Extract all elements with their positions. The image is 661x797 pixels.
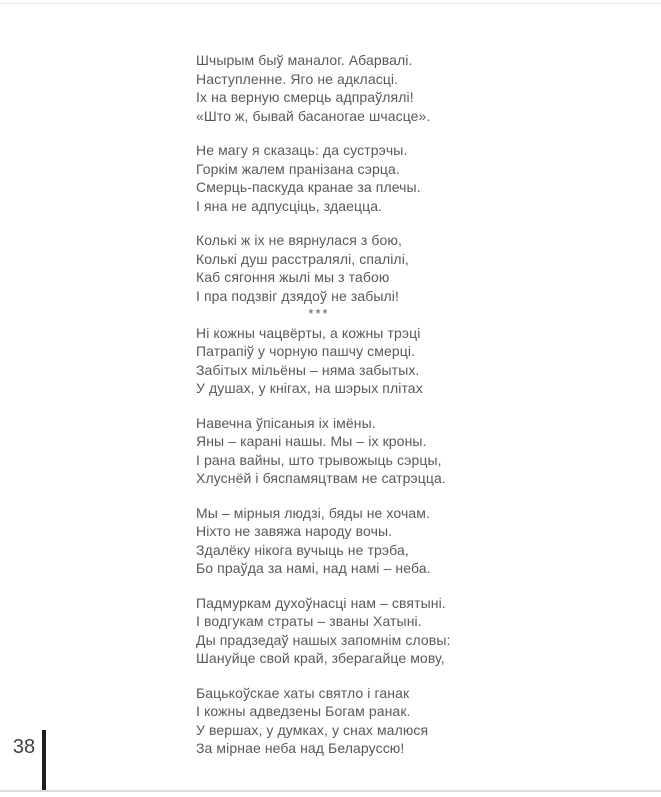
poem-line: Бацькоўскае хаты святло і ганак (196, 684, 410, 701)
poem-line: І кожны адведзены Богам ранак. (196, 703, 411, 719)
poem-line: Колькі ж іх не вярнулася з бою, (196, 232, 402, 248)
poem-stanza (196, 324, 442, 398)
stanza-separator: *** (308, 306, 330, 321)
poem-line: І водгукам страты – званы Хатыні. (196, 613, 422, 629)
poem-line: Ні кожны чацвёрты, а кожны трэці (196, 324, 421, 341)
poem-line: Ды прадзедаў нашых запомнім словы: (196, 631, 451, 648)
poem-line: Каб сягоння жылі мы з табою (196, 269, 390, 285)
poem-line: І яна не адпусціць, здаецца. (196, 197, 383, 214)
poem-line: І пра подзвіг дзядоў не забылі! (196, 287, 399, 304)
poem-line: У душах, у кнігах, на шэрых плітах (196, 380, 423, 396)
poem-line: Падмуркам духоўнасці нам – святыні. (196, 594, 446, 611)
poem-line: Яны – карані нашы. Мы – іх кроны. (196, 433, 427, 449)
poem-line: Хлуснёй і бяспамяцтвам не сатрэцца. (196, 470, 446, 486)
poem-line: Колькі душ расстралялі, спалілі, (196, 250, 409, 267)
page-top-edge (0, 3, 661, 4)
poem-line: Навечна ўпісаныя іх імёны. (196, 414, 376, 431)
poem-line: Патрапіў у чорную пашчу смерці. (196, 343, 416, 359)
poem-line: Не магу я сказаць: да сустрэчы. (196, 142, 408, 158)
poem-text-block (196, 51, 451, 774)
poem-stanza (196, 231, 442, 305)
poem-line: Горкім жалем пранізана сэрца. (196, 160, 400, 177)
poem-line: Наступленне. Яго не адкласці. (196, 70, 399, 87)
poem-stanza (196, 51, 442, 125)
poem-stanza (196, 504, 442, 578)
poem-line: «Што ж, бывай басаногае шчасце». (196, 107, 431, 124)
poem-stanza (196, 684, 442, 758)
poem-stanza (196, 594, 451, 668)
poem-line: Ніхто не завяжа народу вочы. (196, 523, 393, 539)
poem-line: За мірнае неба над Беларуссю! (196, 740, 405, 756)
poem-line: І рана вайны, што трывожыць сэрцы, (196, 451, 442, 468)
poem-line: Бо праўда за намі, над намі – неба. (196, 560, 431, 576)
poem-line: Смерць-паскуда кранае за плечы. (196, 179, 421, 195)
poem-line: Шануйце свой край, зберагайце мову, (196, 650, 445, 666)
poem-line: Здалёку нікога вучыць не трэба, (196, 541, 409, 558)
poem-line: Забітых мільёны – няма забытых. (196, 361, 420, 378)
page-number-bar (42, 730, 46, 792)
poem-line: У вершах, у думках, у снах малюся (196, 721, 429, 738)
poem-line: Іх на верную смерць адпраўлялі! (196, 89, 414, 105)
poem-line: Мы – мірныя людзі, бяды не хочам. (196, 504, 430, 521)
poem-stanza (196, 141, 442, 215)
poem-line: Шчырым быў маналог. Абарвалі. (196, 52, 413, 68)
page-number: 38 (12, 736, 36, 758)
poem-stanza (196, 414, 446, 488)
page-bottom-edge (0, 790, 661, 792)
